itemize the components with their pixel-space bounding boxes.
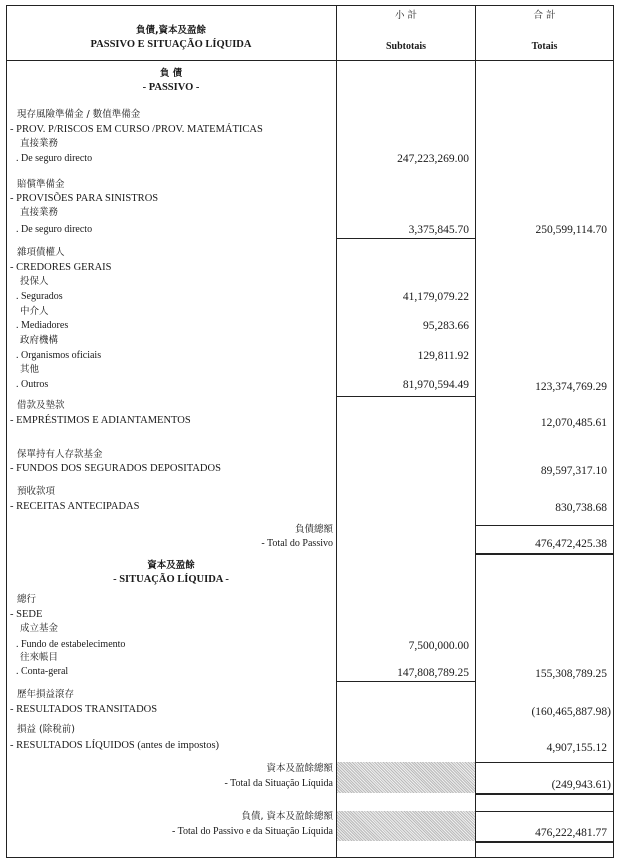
header-title-pt: PASSIVO E SITUAÇÃO LÍQUIDA <box>90 39 252 50</box>
total-label-pt: - Total do Passivo <box>261 538 333 549</box>
section-heading-cn: 資本及盈餘 <box>147 560 195 571</box>
border-top <box>6 5 614 6</box>
total-header-cn: 合 計 <box>533 10 556 21</box>
sub-label-pt: . De seguro directo <box>16 224 93 235</box>
total-passivo-value: 476,472,425.38 <box>535 538 607 550</box>
border-left <box>6 5 7 858</box>
total-situacao-value: (249,943.61) <box>551 779 611 791</box>
sub-label-cn: 其他 <box>20 364 40 375</box>
total-double-rule <box>475 553 614 555</box>
total-double-rule <box>475 793 614 795</box>
row-label-pt: - EMPRÉSTIMOS E ADIANTAMENTOS <box>10 415 191 426</box>
row-label-cn: 保單持有人存款基金 <box>17 449 103 460</box>
row-label-cn: 賠償準備金 <box>17 179 65 190</box>
row-label-pt: - SEDE <box>10 609 43 620</box>
subtotal-rule <box>336 396 476 397</box>
subtotal-value: 129,811.92 <box>417 350 469 362</box>
subtotal-value: 41,179,079.22 <box>402 291 469 303</box>
row-label-cn: 借款及墊款 <box>17 400 65 411</box>
total-double-rule <box>475 841 614 843</box>
total-value: 155,308,789.25 <box>535 668 607 680</box>
total-label-cn: 資本及盈餘總額 <box>266 763 333 774</box>
sub-label-pt: . Segurados <box>16 291 63 302</box>
total-rule <box>475 762 614 763</box>
column-divider-subtotal <box>336 5 337 858</box>
subtotal-header-pt: Subtotais <box>385 41 426 52</box>
subtotal-header-cn: 小 計 <box>394 10 418 21</box>
total-rule <box>475 811 614 812</box>
sub-label-cn: 直接業務 <box>20 138 59 149</box>
subtotal-value: 7,500,000.00 <box>408 640 469 652</box>
total-value: 250,599,114.70 <box>535 224 607 236</box>
header-divider <box>6 60 614 61</box>
subtotal-value: 147,808,789.25 <box>397 667 469 679</box>
sub-label-pt: . Outros <box>16 379 49 390</box>
total-header-pt: Totais <box>531 41 558 52</box>
sub-label-cn: 政府機構 <box>20 335 59 346</box>
border-bottom <box>6 857 614 858</box>
total-rule <box>475 525 614 526</box>
section-heading-pt: - SITUAÇÃO LÍQUIDA - <box>113 574 229 585</box>
subtotal-rule <box>336 681 476 682</box>
border-right <box>613 5 614 858</box>
sub-label-cn: 中介人 <box>20 306 49 317</box>
row-label-pt: - RESULTADOS TRANSITADOS <box>10 704 158 715</box>
total-value: 89,597,317.10 <box>540 465 607 477</box>
sub-label-cn: 成立基金 <box>20 623 59 634</box>
shaded-cell <box>337 762 475 793</box>
row-label-pt: - RECEITAS ANTECIPADAS <box>10 501 140 512</box>
total-value: (160,465,887.98) <box>531 706 611 718</box>
row-label-cn: 雜項債權人 <box>17 247 65 258</box>
subtotal-value: 81,970,594.49 <box>402 379 469 391</box>
grand-total-value: 476,222,481.77 <box>535 827 607 839</box>
sub-label-cn: 直接業務 <box>20 207 59 218</box>
total-value: 12,070,485.61 <box>540 417 607 429</box>
subtotal-value: 247,223,269.00 <box>397 153 469 165</box>
header-title-cn: 負債,資本及盈餘 <box>135 25 207 36</box>
sub-label-pt: . Fundo de estabelecimento <box>16 639 126 650</box>
sub-label-pt: . Mediadores <box>16 320 69 331</box>
column-divider-total <box>475 5 476 858</box>
row-label-cn: 總行 <box>17 594 37 605</box>
total-value: 4,907,155.12 <box>546 742 607 754</box>
section-heading-cn: 負 債 <box>159 68 183 79</box>
subtotal-rule <box>336 238 476 239</box>
grand-total-label-cn: 負債, 資本及盈餘總額 <box>241 811 333 822</box>
row-label-cn: 現存風險準備金 / 數值準備金 <box>17 109 141 120</box>
sub-label-pt: . De seguro directo <box>16 153 93 164</box>
subtotal-value: 95,283.66 <box>423 320 469 332</box>
row-label-cn: 損益 (除稅前) <box>17 724 75 735</box>
row-label-pt: - PROVISÕES PARA SINISTROS <box>10 193 159 204</box>
sub-label-cn: 投保人 <box>20 276 49 287</box>
sub-label-pt: . Organismos oficiais <box>16 350 102 361</box>
row-label-pt: - FUNDOS DOS SEGURADOS DEPOSITADOS <box>10 463 221 474</box>
shaded-cell <box>337 811 475 841</box>
row-label-pt: - PROV. P/RISCOS EM CURSO /PROV. MATEMÁTICAS <box>10 124 263 135</box>
total-value: 830,738.68 <box>555 502 607 514</box>
grand-total-label-pt: - Total do Passivo e da Situação Líquida <box>171 826 333 837</box>
total-label-cn: 負債總額 <box>294 524 333 535</box>
total-value: 123,374,769.29 <box>535 381 607 393</box>
row-label-cn: 歷年損益滾存 <box>17 689 75 700</box>
total-label-pt: - Total da Situação Líquida <box>224 778 333 789</box>
sub-label-cn: 往來帳目 <box>20 652 59 663</box>
sub-label-pt: . Conta-geral <box>16 666 69 677</box>
row-label-cn: 預收款項 <box>17 486 56 497</box>
section-heading-pt: - PASSIVO - <box>142 82 200 93</box>
row-label-pt: - RESULTADOS LÍQUIDOS (antes de impostos) <box>10 740 220 751</box>
subtotal-value: 3,375,845.70 <box>408 224 469 236</box>
row-label-pt: - CREDORES GERAIS <box>10 262 112 273</box>
